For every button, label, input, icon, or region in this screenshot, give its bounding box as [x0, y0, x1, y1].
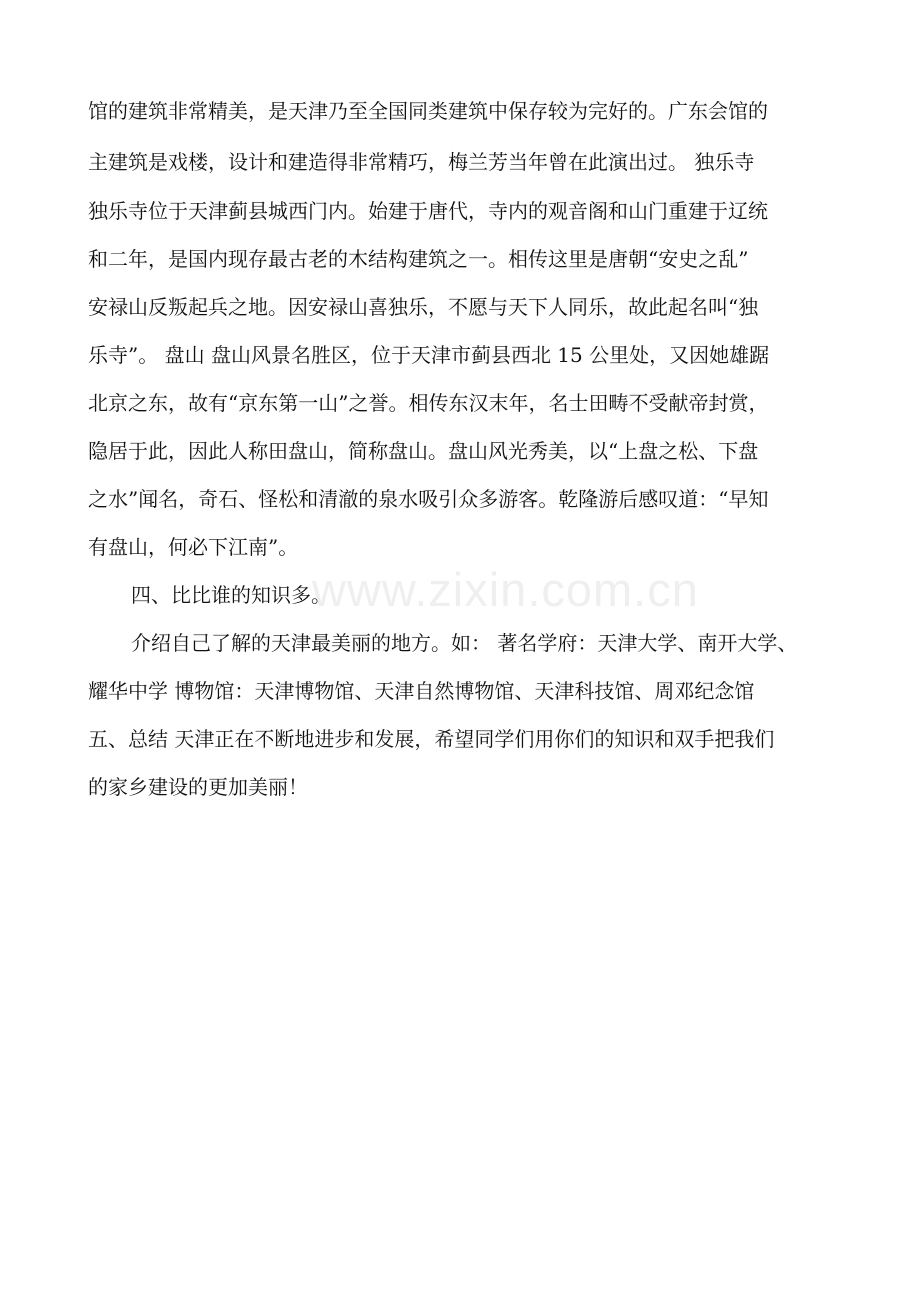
- section-heading: 四、比比谁的知识多。: [131, 583, 331, 607]
- body-text-line: 主建筑是戏楼，设计和建造得非常精巧，梅兰芳当年曾在此演出过。 独乐寺: [88, 150, 755, 174]
- body-text-line: 乐寺”。 盘山 盘山风景名胜区，位于天津市蓟县西北 15 公里处，又因她雄踞: [88, 343, 770, 367]
- body-text-line: 之水”闻名，奇石、怪松和清澈的泉水吸引众多游客。乾隆游后感叹道：“早知: [88, 487, 769, 511]
- body-text-line: 安禄山反叛起兵之地。因安禄山喜独乐，不愿与天下人同乐，故此起名叫“独: [88, 295, 759, 319]
- body-text-line: 和二年，是国内现存最古老的木结构建筑之一。相传这里是唐朝“安史之乱”: [88, 247, 749, 271]
- body-text-line: 隐居于此，因此人称田盘山，简称盘山。盘山风光秀美，以“上盘之松、下盘: [88, 439, 759, 463]
- site-watermark: www.zixin.com.cn: [312, 563, 699, 616]
- body-text-line: 有盘山，何必下江南”。: [88, 535, 299, 559]
- body-text-line: 馆的建筑非常精美，是天津乃至全国同类建筑中保存较为完好的。广东会馆的: [88, 99, 768, 123]
- body-text-line: 北京之东，故有“京东第一山”之誉。相传东汉末年，名士田畴不受献帝封赏，: [88, 391, 769, 415]
- body-text-line: 介绍自己了解的天津最美丽的地方。如： 著名学府：天津大学、南开大学、: [131, 631, 798, 655]
- body-text-line: 五、总结 天津正在不断地进步和发展，希望同学们用你们的知识和双手把我们: [88, 727, 775, 751]
- body-text-line: 独乐寺位于天津蓟县城西门内。始建于唐代，寺内的观音阁和山门重建于辽统: [88, 199, 768, 223]
- body-text-line: 耀华中学 博物馆：天津博物馆、天津自然博物馆、天津科技馆、周邓纪念馆: [88, 679, 755, 703]
- body-text-line: 的家乡建设的更加美丽！: [88, 775, 308, 799]
